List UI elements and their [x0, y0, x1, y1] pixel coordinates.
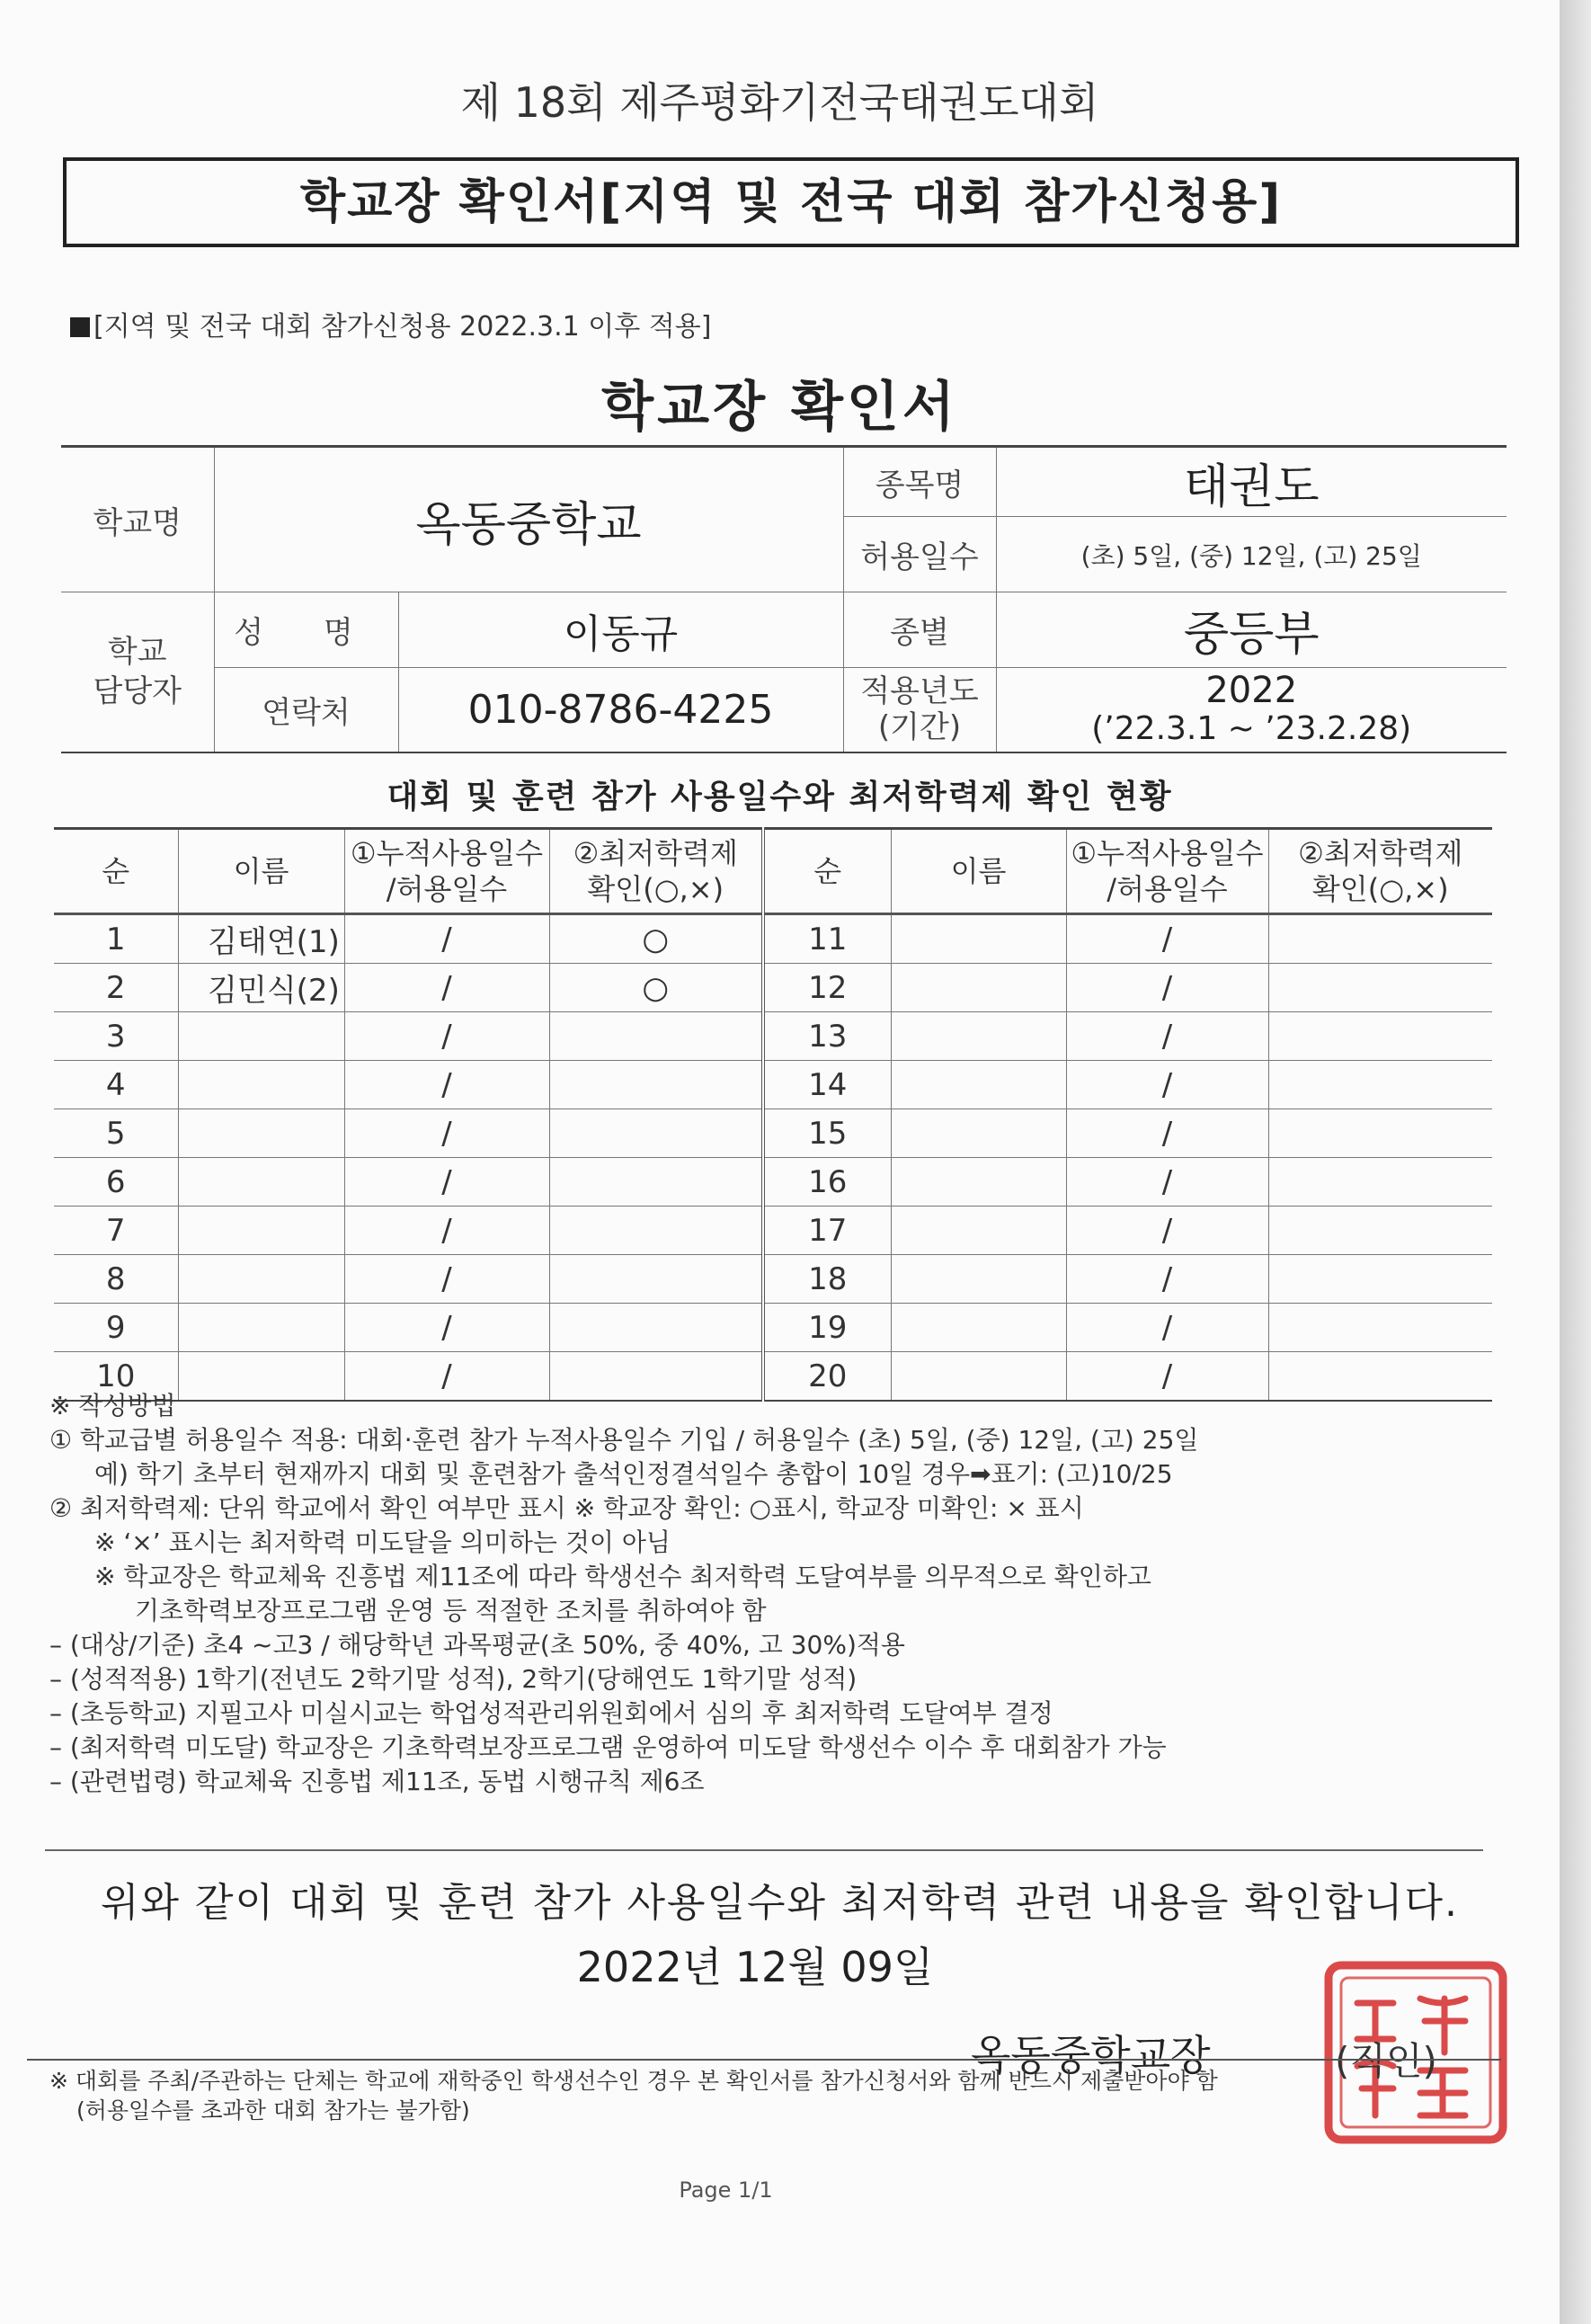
instruction-line: ※ 작성방법: [49, 1391, 176, 1420]
row-number: 4: [54, 1061, 178, 1109]
row-number: 14: [763, 1061, 891, 1109]
achievement-check: [1268, 1012, 1492, 1061]
instruction-line: – (대상/기준) 초4 ~고3 / 해당학년 과목평균(초 50%, 중 40%, 고 30%)적용: [49, 1630, 905, 1660]
col-header-days: ①누적사용일수 /허용일수: [344, 829, 549, 914]
row-number: 3: [54, 1012, 178, 1061]
row-number: 13: [763, 1012, 891, 1061]
achievement-check: [549, 1255, 763, 1304]
student-name: 김태연(1): [178, 914, 344, 964]
table-row: [54, 1207, 1492, 1255]
page-edge-shadow: [1560, 0, 1591, 2324]
table-row: [54, 1158, 1492, 1207]
seal-label: (직인): [1335, 2039, 1437, 2083]
col-header-days: ①누적사용일수 /허용일수: [1066, 829, 1268, 914]
achievement-check: [549, 1207, 763, 1255]
achievement-check: [549, 1061, 763, 1109]
row-number: 12: [763, 964, 891, 1012]
achievement-check: [1268, 1158, 1492, 1207]
days-used: /: [344, 1304, 549, 1352]
days-used: /: [1066, 1255, 1268, 1304]
divider: [27, 2059, 1501, 2061]
row-number: 6: [54, 1158, 178, 1207]
table-row: [54, 1061, 1492, 1109]
days-used: /: [1066, 1109, 1268, 1158]
achievement-check: [549, 1158, 763, 1207]
allowed-days-value: (초) 5일, (중) 12일, (고) 25일: [996, 517, 1507, 592]
year-cell: [996, 668, 1507, 752]
instruction-line: ※ 학교장은 학교체육 진흥법 제11조에 따라 학생선수 최저학력 도달여부를 의무적으로 확인하고: [94, 1562, 1151, 1591]
student-name: [891, 1158, 1066, 1207]
row-number: 10: [54, 1352, 178, 1402]
days-used: /: [344, 1158, 549, 1207]
year-label: 적용년도 (기간): [843, 668, 996, 752]
student-name: [178, 1255, 344, 1304]
manager-name-value: 이동규: [398, 592, 843, 668]
row-number: 11: [763, 914, 891, 964]
row-number: 15: [763, 1109, 891, 1158]
student-name: [178, 1304, 344, 1352]
row-number: 1: [54, 914, 178, 964]
issue-date: 2022년 12월 09일: [576, 1943, 934, 1991]
row-number: 20: [763, 1352, 891, 1402]
achievement-check: [549, 1109, 763, 1158]
instruction-line: ※ ‘×’ 표시는 최저학력 미도달을 의미하는 것이 아님: [94, 1527, 671, 1557]
student-name: [178, 1109, 344, 1158]
student-name: [178, 1061, 344, 1109]
row-number: 16: [763, 1158, 891, 1207]
days-used: /: [344, 914, 549, 964]
year-value: 2022: [1205, 670, 1298, 712]
event-title: 제 18회 제주평화기전국태권도대회: [460, 78, 1099, 127]
achievement-check: [1268, 1304, 1492, 1352]
confirmation-statement: 위와 같이 대회 및 훈련 참가 사용일수와 최저학력 관련 내용을 확인합니다.: [101, 1880, 1459, 1926]
row-number: 7: [54, 1207, 178, 1255]
instruction-line: – (초등학교) 지필고사 미실시교는 학업성적관리위원회에서 심의 후 최저학력 도달여부 결정: [49, 1698, 1053, 1728]
col-header-check: ②최저학력제 확인(○,×): [549, 829, 763, 914]
footnote-line: ※ 대회를 주최/주관하는 단체는 학교에 재학중인 학생선수인 경우 본 확인서를 참가신청서와 함께 반드시 제출받아야 함: [49, 2068, 1218, 2094]
contact-value: 010-8786-4225: [398, 668, 843, 752]
student-name: [891, 964, 1066, 1012]
days-used: /: [344, 1255, 549, 1304]
square-bullet-icon: [70, 317, 90, 337]
days-used: /: [1066, 1207, 1268, 1255]
row-number: 8: [54, 1255, 178, 1304]
student-name: [891, 914, 1066, 964]
form-title: 학교장 확인서[지역 및 전국 대회 참가신청용]: [63, 157, 1519, 247]
days-used: /: [1066, 1158, 1268, 1207]
days-used: /: [1066, 1012, 1268, 1061]
days-used: /: [1066, 1304, 1268, 1352]
instruction-line: ① 학교급별 허용일수 적용: 대회·훈련 참가 누적사용일수 기입 / 허용일수 (초) 5일, (중) 12일, (고) 25일: [49, 1425, 1199, 1455]
sport-label: 종목명: [843, 447, 996, 517]
roster-table: [54, 827, 1492, 1402]
page-number: Page 1/1: [679, 2177, 773, 2203]
achievement-check: [549, 1304, 763, 1352]
row-number: 17: [763, 1207, 891, 1255]
achievement-check: [549, 1012, 763, 1061]
instructions: [49, 1389, 1506, 1799]
division-label: 종별: [843, 592, 996, 668]
student-name: [891, 1061, 1066, 1109]
student-name: [178, 1012, 344, 1061]
name-label: 성 명: [214, 592, 398, 668]
achievement-check: ○: [549, 914, 763, 964]
footnote: [49, 2066, 1218, 2125]
table-row: [54, 1012, 1492, 1061]
days-used: /: [344, 1207, 549, 1255]
row-number: 9: [54, 1304, 178, 1352]
achievement-check: [1268, 1255, 1492, 1304]
achievement-check: [1268, 1109, 1492, 1158]
student-name: [178, 1158, 344, 1207]
row-number: 5: [54, 1109, 178, 1158]
table-row: [54, 964, 1492, 1012]
division-value: 중등부: [996, 592, 1507, 668]
roster-body: [54, 914, 1492, 1402]
divider: [45, 1849, 1483, 1851]
instruction-line: – (성적적용) 1학기(전년도 2학기말 성적), 2학기(당해연도 1학기말 성적): [49, 1664, 858, 1694]
applicability-note: [70, 304, 711, 343]
table-row: [54, 1304, 1492, 1352]
row-number: 19: [763, 1304, 891, 1352]
col-header-name: 이름: [891, 829, 1066, 914]
days-used: /: [1066, 914, 1268, 964]
table-row: [54, 914, 1492, 964]
period-value: (’22.3.1 ~ ’23.2.28): [1091, 710, 1412, 748]
achievement-check: ○: [549, 964, 763, 1012]
student-name: [178, 1207, 344, 1255]
student-name: [891, 1207, 1066, 1255]
school-info-table: [61, 445, 1507, 753]
footnote-line: (허용일수를 초과한 대회 참가는 불가함): [76, 2097, 470, 2124]
achievement-check: [1268, 914, 1492, 964]
days-used: /: [1066, 1352, 1268, 1402]
col-header-name: 이름: [178, 829, 344, 914]
achievement-check: [1268, 1207, 1492, 1255]
instruction-line: 예) 학기 초부터 현재까지 대회 및 훈련참가 출석인정결석일수 총합이 10일 경우➡표기: (고)10/25: [94, 1459, 1173, 1489]
school-label: 학교명: [61, 447, 214, 592]
status-heading: 대회 및 훈련 참가 사용일수와 최저학력제 확인 현황: [387, 779, 1173, 815]
manager-label: 학교 담당자: [61, 592, 214, 752]
achievement-check: [1268, 964, 1492, 1012]
sub-title: 학교장 확인서: [601, 376, 958, 439]
days-used: /: [344, 1352, 549, 1402]
applicability-text: [지역 및 전국 대회 참가신청용 2022.3.1 이후 적용]: [93, 311, 712, 343]
col-header-no: 순: [54, 829, 178, 914]
days-used: /: [344, 1109, 549, 1158]
days-used: /: [344, 964, 549, 1012]
instruction-line: – (최저학력 미도달) 학교장은 기초학력보장프로그램 운영하여 미도달 학생선수 이수 후 대회참가 가능: [49, 1732, 1167, 1762]
achievement-check: [1268, 1061, 1492, 1109]
student-name: [891, 1255, 1066, 1304]
instruction-line: – (관련법령) 학교체육 진흥법 제11조, 동법 시행규칙 제6조: [49, 1767, 705, 1796]
row-number: 18: [763, 1255, 891, 1304]
table-row: [54, 1255, 1492, 1304]
principal-name: 옥동중학교장: [971, 2031, 1211, 2079]
table-row: [54, 1109, 1492, 1158]
school-value: 옥동중학교: [214, 447, 843, 592]
instruction-line: 기초학력보장프로그램 운영 등 적절한 조치를 취하여야 함: [135, 1596, 767, 1625]
instruction-line: ② 최저학력제: 단위 학교에서 확인 여부만 표시 ※ 학교장 확인: ○표시, 학교장 미확인: × 표시: [49, 1493, 1084, 1523]
student-name: [891, 1012, 1066, 1061]
days-used: /: [1066, 1061, 1268, 1109]
sport-value: 태권도: [996, 447, 1507, 517]
row-number: 2: [54, 964, 178, 1012]
contact-label: 연락처: [214, 668, 398, 752]
days-used: /: [344, 1061, 549, 1109]
allowed-days-label: 허용일수: [843, 517, 996, 592]
student-name: [891, 1304, 1066, 1352]
col-header-no: 순: [763, 829, 891, 914]
col-header-check: ②최저학력제 확인(○,×): [1268, 829, 1492, 914]
student-name: 김민식(2): [178, 964, 344, 1012]
days-used: /: [1066, 964, 1268, 1012]
student-name: [891, 1109, 1066, 1158]
days-used: /: [344, 1012, 549, 1061]
